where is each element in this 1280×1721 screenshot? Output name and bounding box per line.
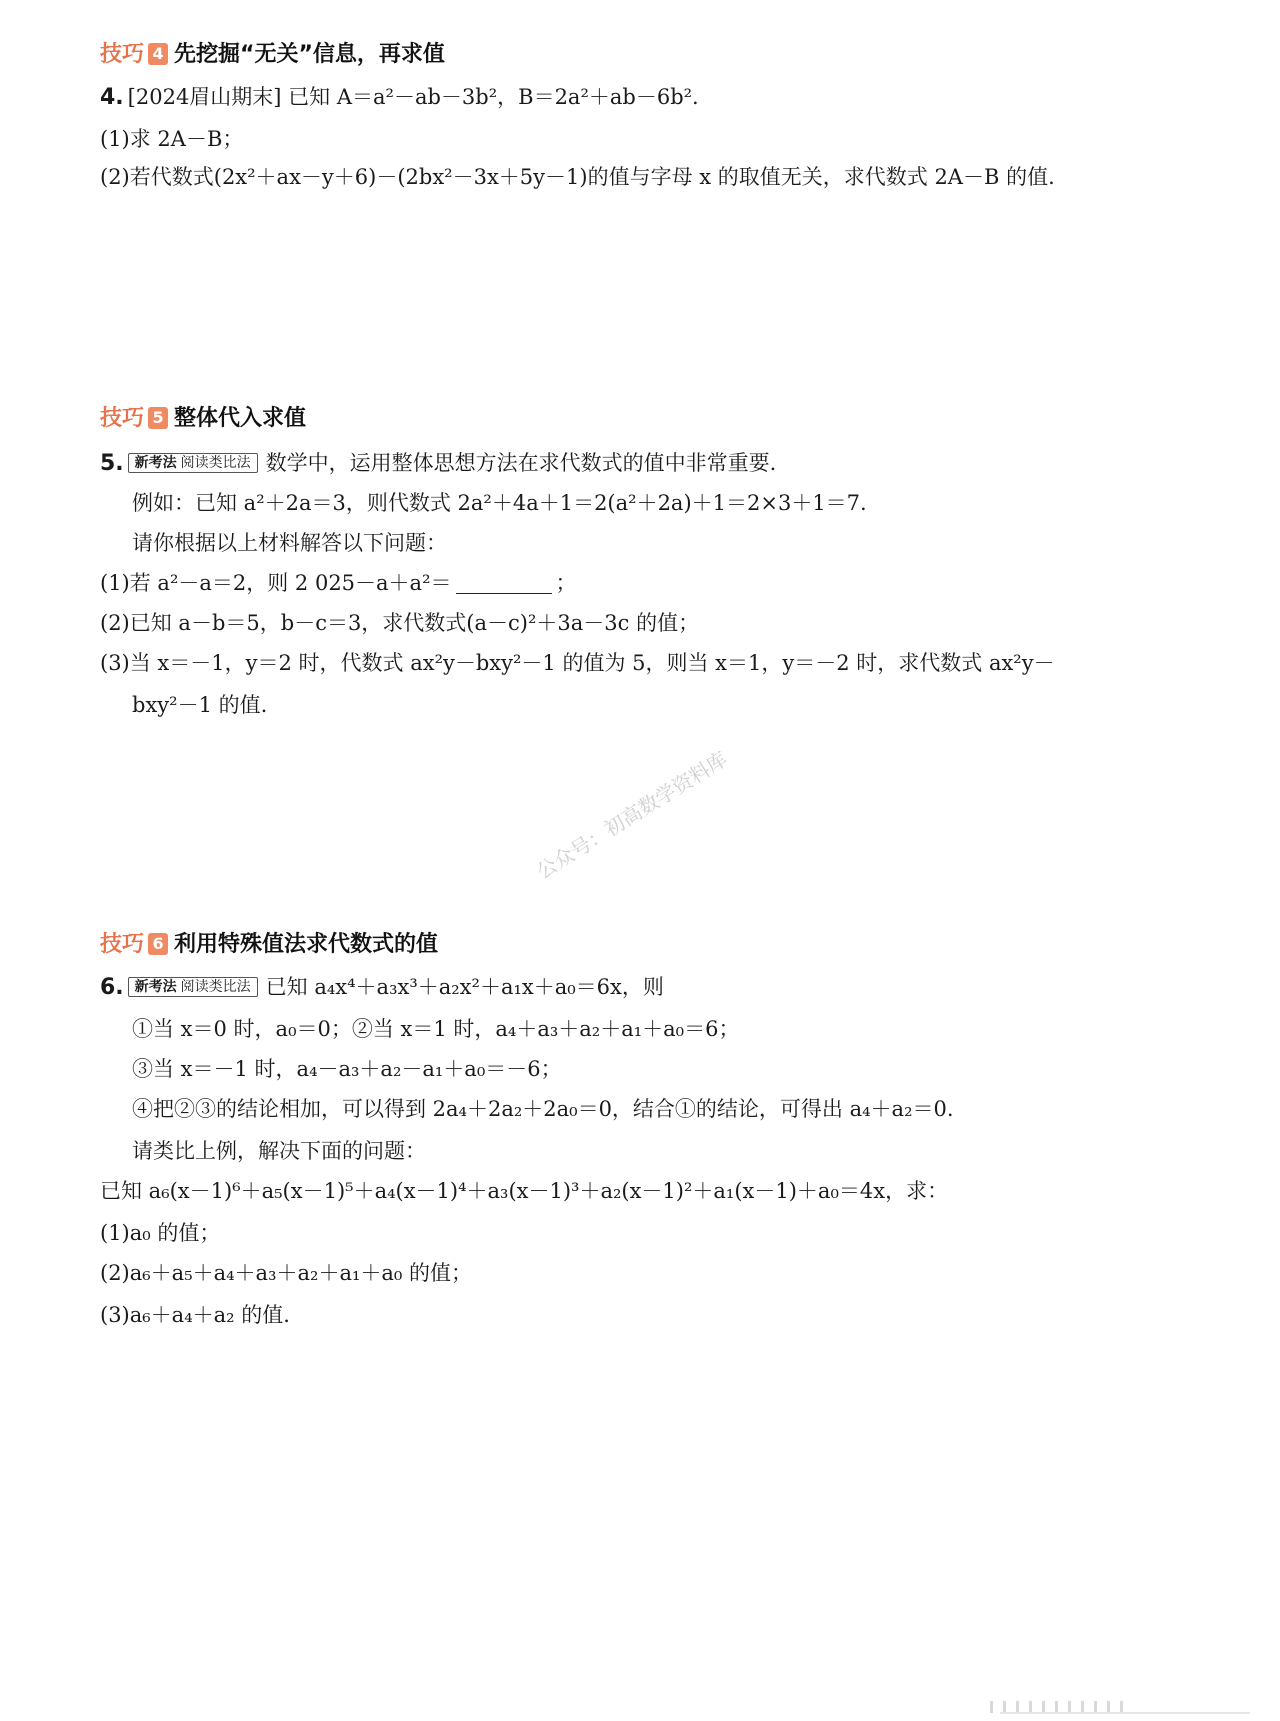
section-heading-4 <box>100 40 445 70</box>
technique-number: 6 <box>148 933 168 955</box>
problem-5-example: 例如：已知 a²＋2a＝3，则代数式 2a²＋4a＋1＝2(a²＋2a)＋1＝2×3＋1＝7. <box>132 491 867 515</box>
problem-6-part-1: (1)a₀ 的值； <box>100 1221 221 1245</box>
problem-5-part-3: (3)当 x＝－1，y＝2 时，代数式 ax²y－bxy²－1 的值为 5，则当 x＝1，y＝－2 时，求代数式 ax²y－ <box>100 651 1055 675</box>
part-1-end: ； <box>555 571 577 595</box>
problem-6-step-3: ④把②③的结论相加，可以得到 2a₄＋2a₂＋2a₀＝0，结合①的结论，可得出 a₄＋a₂＝0. <box>132 1097 954 1121</box>
problem-5-prompt: 请你根据以上材料解答以下问题： <box>132 531 447 555</box>
problem-number: 6. <box>100 975 124 1000</box>
problem-text: 已知 a₄x⁴＋a₃x³＋a₂x²＋a₁x＋a₀＝6x，则 <box>265 975 664 999</box>
problem-5-intro <box>100 448 776 479</box>
problem-4-part-2: (2)若代数式(2x²＋ax－y＋6)－(2bx²－3x＋5y－1)的值与字母 x 的取值无关，求代数式 2A－B 的值. <box>100 165 1055 189</box>
badge-new: 新考法 <box>134 979 177 995</box>
technique-title: 整体代入求值 <box>174 406 307 431</box>
technique-tag: 技巧 <box>100 42 145 67</box>
problem-6-given: 已知 a₆(x－1)⁶＋a₅(x－1)⁵＋a₄(x－1)⁴＋a₃(x－1)³＋a₂(x－1)²＋a₁(x－1)＋a₀＝4x，求： <box>100 1179 949 1203</box>
problem-5-part-2: (2)已知 a－b＝5，b－c＝3，求代数式(a－c)²＋3a－3c 的值； <box>100 611 700 635</box>
problem-4-statement <box>100 82 699 113</box>
badge-type: 阅读类比法 <box>180 455 251 471</box>
section-heading-5 <box>100 404 306 434</box>
problem-text: 数学中，运用整体思想方法在求代数式的值中非常重要. <box>265 451 777 475</box>
technique-tag: 技巧 <box>100 406 145 431</box>
problem-6-part-2: (2)a₆＋a₅＋a₄＋a₃＋a₂＋a₁＋a₀ 的值； <box>100 1261 472 1285</box>
technique-title: 先挖掘“无关”信息，再求值 <box>174 42 445 67</box>
answer-blank[interactable] <box>456 571 552 594</box>
new-method-badge <box>128 977 258 997</box>
problem-4-part-1: (1)求 2A－B； <box>100 127 244 151</box>
problem-6-prompt: 请类比上例，解决下面的问题： <box>132 1139 426 1163</box>
scan-edge-line <box>1000 1712 1250 1714</box>
problem-5-part-3-cont: bxy²－1 的值. <box>132 693 268 717</box>
problem-text: [2024眉山期末] 已知 A＝a²－ab－3b²，B＝2a²＋ab－6b². <box>127 85 699 109</box>
new-method-badge <box>128 453 258 473</box>
problem-6-step-2: ③当 x＝－1 时，a₄－a₃＋a₂－a₁＋a₀＝－6； <box>132 1057 562 1081</box>
section-heading-6 <box>100 930 438 960</box>
watermark: 公众号：初高数学资料库 <box>532 746 732 884</box>
badge-new: 新考法 <box>134 455 177 471</box>
problem-6-step-1: ①当 x＝0 时，a₀＝0；②当 x＝1 时，a₄＋a₃＋a₂＋a₁＋a₀＝6； <box>132 1017 740 1041</box>
badge-type: 阅读类比法 <box>180 979 251 995</box>
problem-number: 5. <box>100 451 124 476</box>
problem-6-intro <box>100 972 664 1003</box>
technique-number: 5 <box>148 407 168 429</box>
problem-6-part-3: (3)a₆＋a₄＋a₂ 的值. <box>100 1303 290 1327</box>
technique-tag: 技巧 <box>100 932 145 957</box>
problem-number: 4. <box>100 85 124 110</box>
problem-5-part-1 <box>100 568 577 598</box>
part-1-text: (1)若 a²－a＝2，则 2 025－a＋a²＝ <box>100 571 452 595</box>
technique-number: 4 <box>148 43 168 65</box>
technique-title: 利用特殊值法求代数式的值 <box>174 932 439 957</box>
